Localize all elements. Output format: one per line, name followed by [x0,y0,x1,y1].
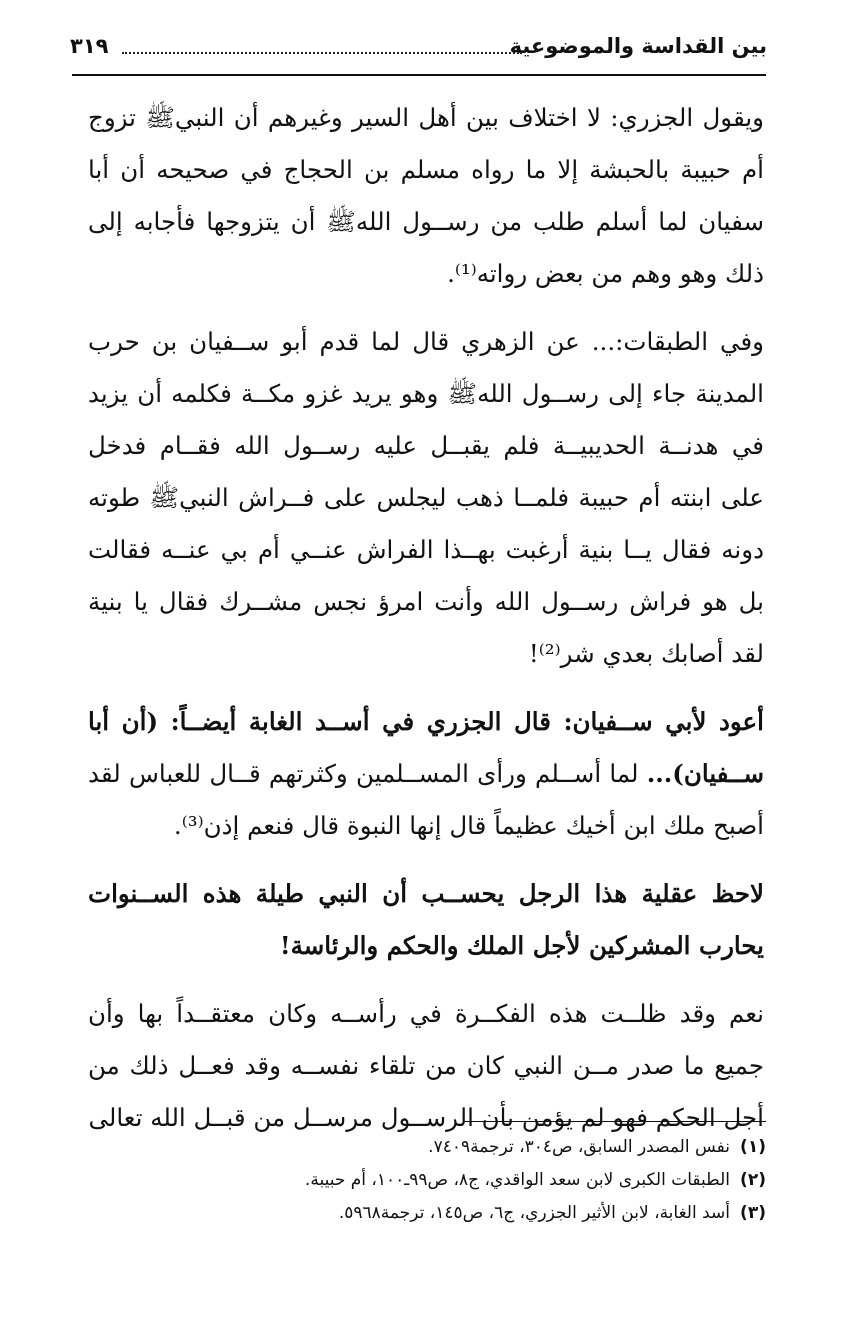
footnotes [120,1131,766,1230]
footnote-text: الطبقات الكبرى لابن سعد الواقدي، ج٨، ص٩٩ـ١٠٠، أم حبيبة. [304,1170,730,1190]
paragraph-1 [88,92,764,300]
paragraph-text: نعم وقد ظلــت هذه الفكــرة في رأســه وكان معتقــداً بها وأن جميع ما صدر مــن النبي كان من تلقاء نفســه وقد فعــل ذلك من أجل الحكم فهو لم يؤمن بأن الرســول مرســل من قبــل الله تعالى [88,999,764,1132]
paragraph-4 [88,868,764,972]
paragraph-lead: أعود لأبي ســفيان: قال الجزري في أســد الغابة أيضــاً: (أن أبا ســفيان)... [88,707,764,788]
paragraph-2 [88,316,764,680]
paragraph-text: ويقول الجزري: لا اختلاف بين أهل السير وغيرهم أن النبيﷺ تزوج أم حبيبة بالحبشة إلا ما رواه مسلم بن الحجاج في صحيحه أن أبا سفيان لما أسلم طلب من رســول اللهﷺ أن يتزوجها فأجابه إلى ذلك وهو وهم من بعض رواته⁽¹⁾. [88,103,764,288]
footnote-2 [120,1164,766,1197]
footnote-text: أسد الغابة، لابن الأثير الجزري، ج٦، ص١٤٥، ترجمة٥٩٦٨. [338,1203,730,1223]
footnote-3 [120,1197,766,1230]
running-title: بين القداسة والموضوعية [509,34,767,58]
footnote-number: (٢) [740,1170,766,1190]
paragraph-text: وفي الطبقات:... عن الزهري قال لما قدم أبو ســفيان بن حرب المدينة جاء إلى رســول اللهﷺ وهو يريد غزو مكــة فكلمه أن يزيد في هدنــة الحديبيــة فلم يقبــل عليه رســول الله فقــام فدخل على ابنته أم حبيبة فلمــا ذهب ليجلس على فــراش النبيﷺ طوته دونه فقال يــا بنية أرغبت بهــذا الفراش عنــي أم بي عنــه فقالت بل هو فراش رســول الله وأنت امرؤ نجس مشــرك فقال يا بنية لقد أصابك بعدي شر⁽²⁾! [88,327,764,668]
running-header [70,28,767,68]
footnote-text: نفس المصدر السابق، ص٣٠٤، ترجمة٧٤٠٩. [428,1137,730,1157]
footnote-rule [464,1121,766,1122]
header-rule [72,74,766,76]
paragraph-lead: لاحظ عقلية هذا الرجل يحســب أن النبي طيلة هذه الســنوات يحارب المشركين لأجل الملك والحكم والرئاسة! [88,879,764,960]
footnote-number: (١) [740,1137,766,1157]
body-text [88,92,764,1160]
paragraph-text: لما أســلم ورأى المســلمين وكثرتهم قــال للعباس لقد أصبح ملك ابن أخيك عظيماً قال إنها النبوة قال فنعم إذن⁽³⁾. [88,759,764,840]
page-number: ٣١٩ [70,34,109,58]
paragraph-3 [88,696,764,852]
footnote-1 [120,1131,766,1164]
dot-leader [122,52,522,54]
footnote-number: (٣) [740,1203,766,1223]
